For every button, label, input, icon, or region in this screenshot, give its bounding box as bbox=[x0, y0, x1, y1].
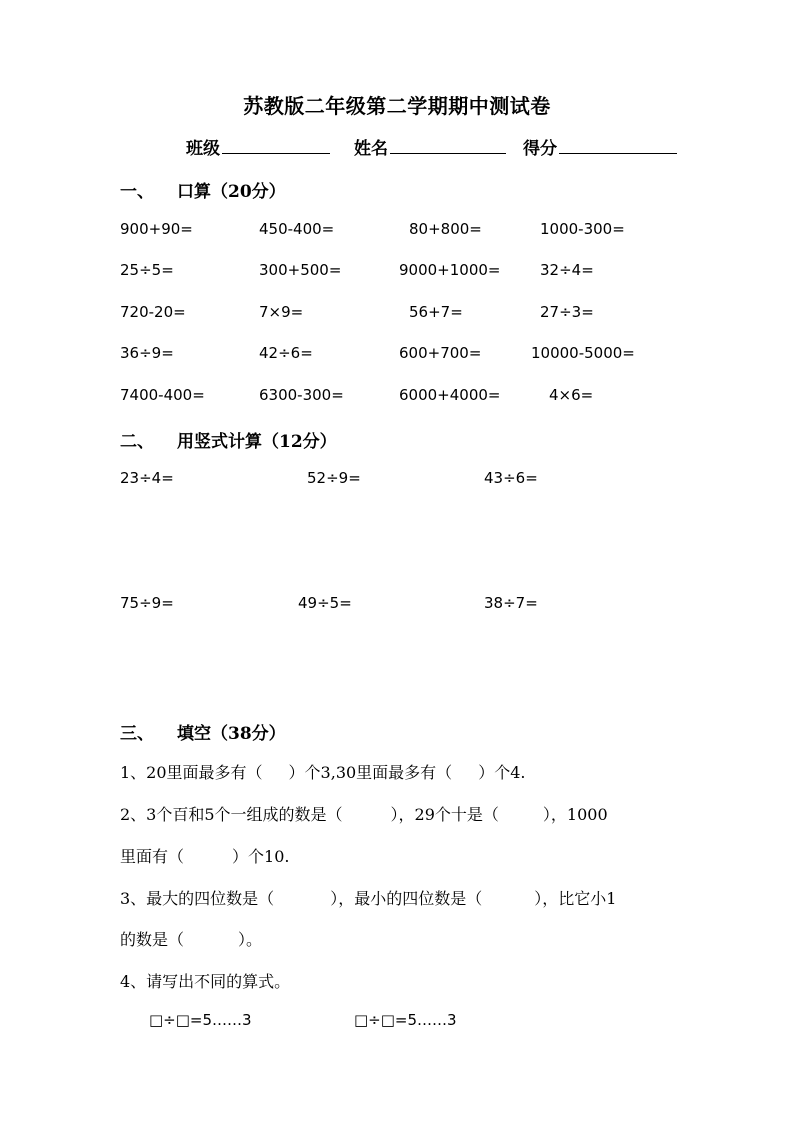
section1-number: 一、 bbox=[120, 182, 154, 202]
class-field bbox=[186, 134, 330, 159]
page-title: 苏教版二年级第二学期期中测试卷 bbox=[243, 94, 551, 118]
name-label: 姓名 bbox=[354, 139, 388, 159]
fill-question-2: 2、3个百和5个一组成的数是（ ），29个十是（ ），1000 bbox=[120, 805, 608, 824]
class-blank[interactable] bbox=[222, 135, 330, 154]
score-label: 得分 bbox=[523, 139, 557, 159]
arith-item: 450-400= bbox=[259, 220, 335, 238]
name-blank[interactable] bbox=[390, 135, 506, 154]
arith-item: 720-20= bbox=[120, 303, 186, 321]
fill-question-3-cont: 的数是（ ）。 bbox=[120, 930, 263, 949]
score-field bbox=[523, 134, 677, 159]
vertical-calc-item: 23÷4= bbox=[120, 469, 174, 487]
section1-title: 口算（20分） bbox=[177, 182, 286, 202]
arith-item: 600+700= bbox=[399, 344, 482, 362]
arith-item: 1000-300= bbox=[540, 220, 625, 238]
arith-item: 300+500= bbox=[259, 261, 342, 279]
section3-title: 填空（38分） bbox=[177, 724, 286, 744]
vertical-calc-item: 43÷6= bbox=[484, 469, 538, 487]
class-label: 班级 bbox=[186, 139, 220, 159]
fill-question-3: 3、最大的四位数是（ ），最小的四位数是（ ），比它小1 bbox=[120, 889, 617, 908]
vertical-calc-item: 49÷5= bbox=[298, 594, 352, 612]
section2-number: 二、 bbox=[120, 432, 154, 452]
arith-item: 27÷3= bbox=[540, 303, 594, 321]
arith-item: 42÷6= bbox=[259, 344, 313, 362]
vertical-calc-item: 75÷9= bbox=[120, 594, 174, 612]
arith-item: 56+7= bbox=[409, 303, 463, 321]
arith-item: 7×9= bbox=[259, 303, 304, 321]
arith-item: 6000+4000= bbox=[399, 386, 501, 404]
fill-question-2-cont: 里面有（ ）个10. bbox=[120, 847, 290, 866]
fill-question-1: 1、20里面最多有（ ）个3,30里面最多有（ ）个4. bbox=[120, 763, 526, 782]
arith-item: 6300-300= bbox=[259, 386, 344, 404]
arith-item: 900+90= bbox=[120, 220, 193, 238]
arith-item: 32÷4= bbox=[540, 261, 594, 279]
arith-item: 7400-400= bbox=[120, 386, 205, 404]
vertical-calc-item: 38÷7= bbox=[484, 594, 538, 612]
arith-item: 80+800= bbox=[409, 220, 482, 238]
arith-item: 36÷9= bbox=[120, 344, 174, 362]
arith-item: 9000+1000= bbox=[399, 261, 501, 279]
fill-question-4: 4、请写出不同的算式。 bbox=[120, 972, 291, 991]
arith-item: 25÷5= bbox=[120, 261, 174, 279]
arith-item: 10000-5000= bbox=[531, 344, 635, 362]
name-field bbox=[354, 134, 506, 159]
score-blank[interactable] bbox=[559, 135, 677, 154]
equation-expression: □÷□=5……3 bbox=[149, 1011, 252, 1029]
vertical-calc-item: 52÷9= bbox=[307, 469, 361, 487]
arith-item: 4×6= bbox=[549, 386, 594, 404]
section3-number: 三、 bbox=[120, 724, 154, 744]
equation-expression: □÷□=5……3 bbox=[354, 1011, 457, 1029]
section2-title: 用竖式计算（12分） bbox=[177, 432, 337, 452]
